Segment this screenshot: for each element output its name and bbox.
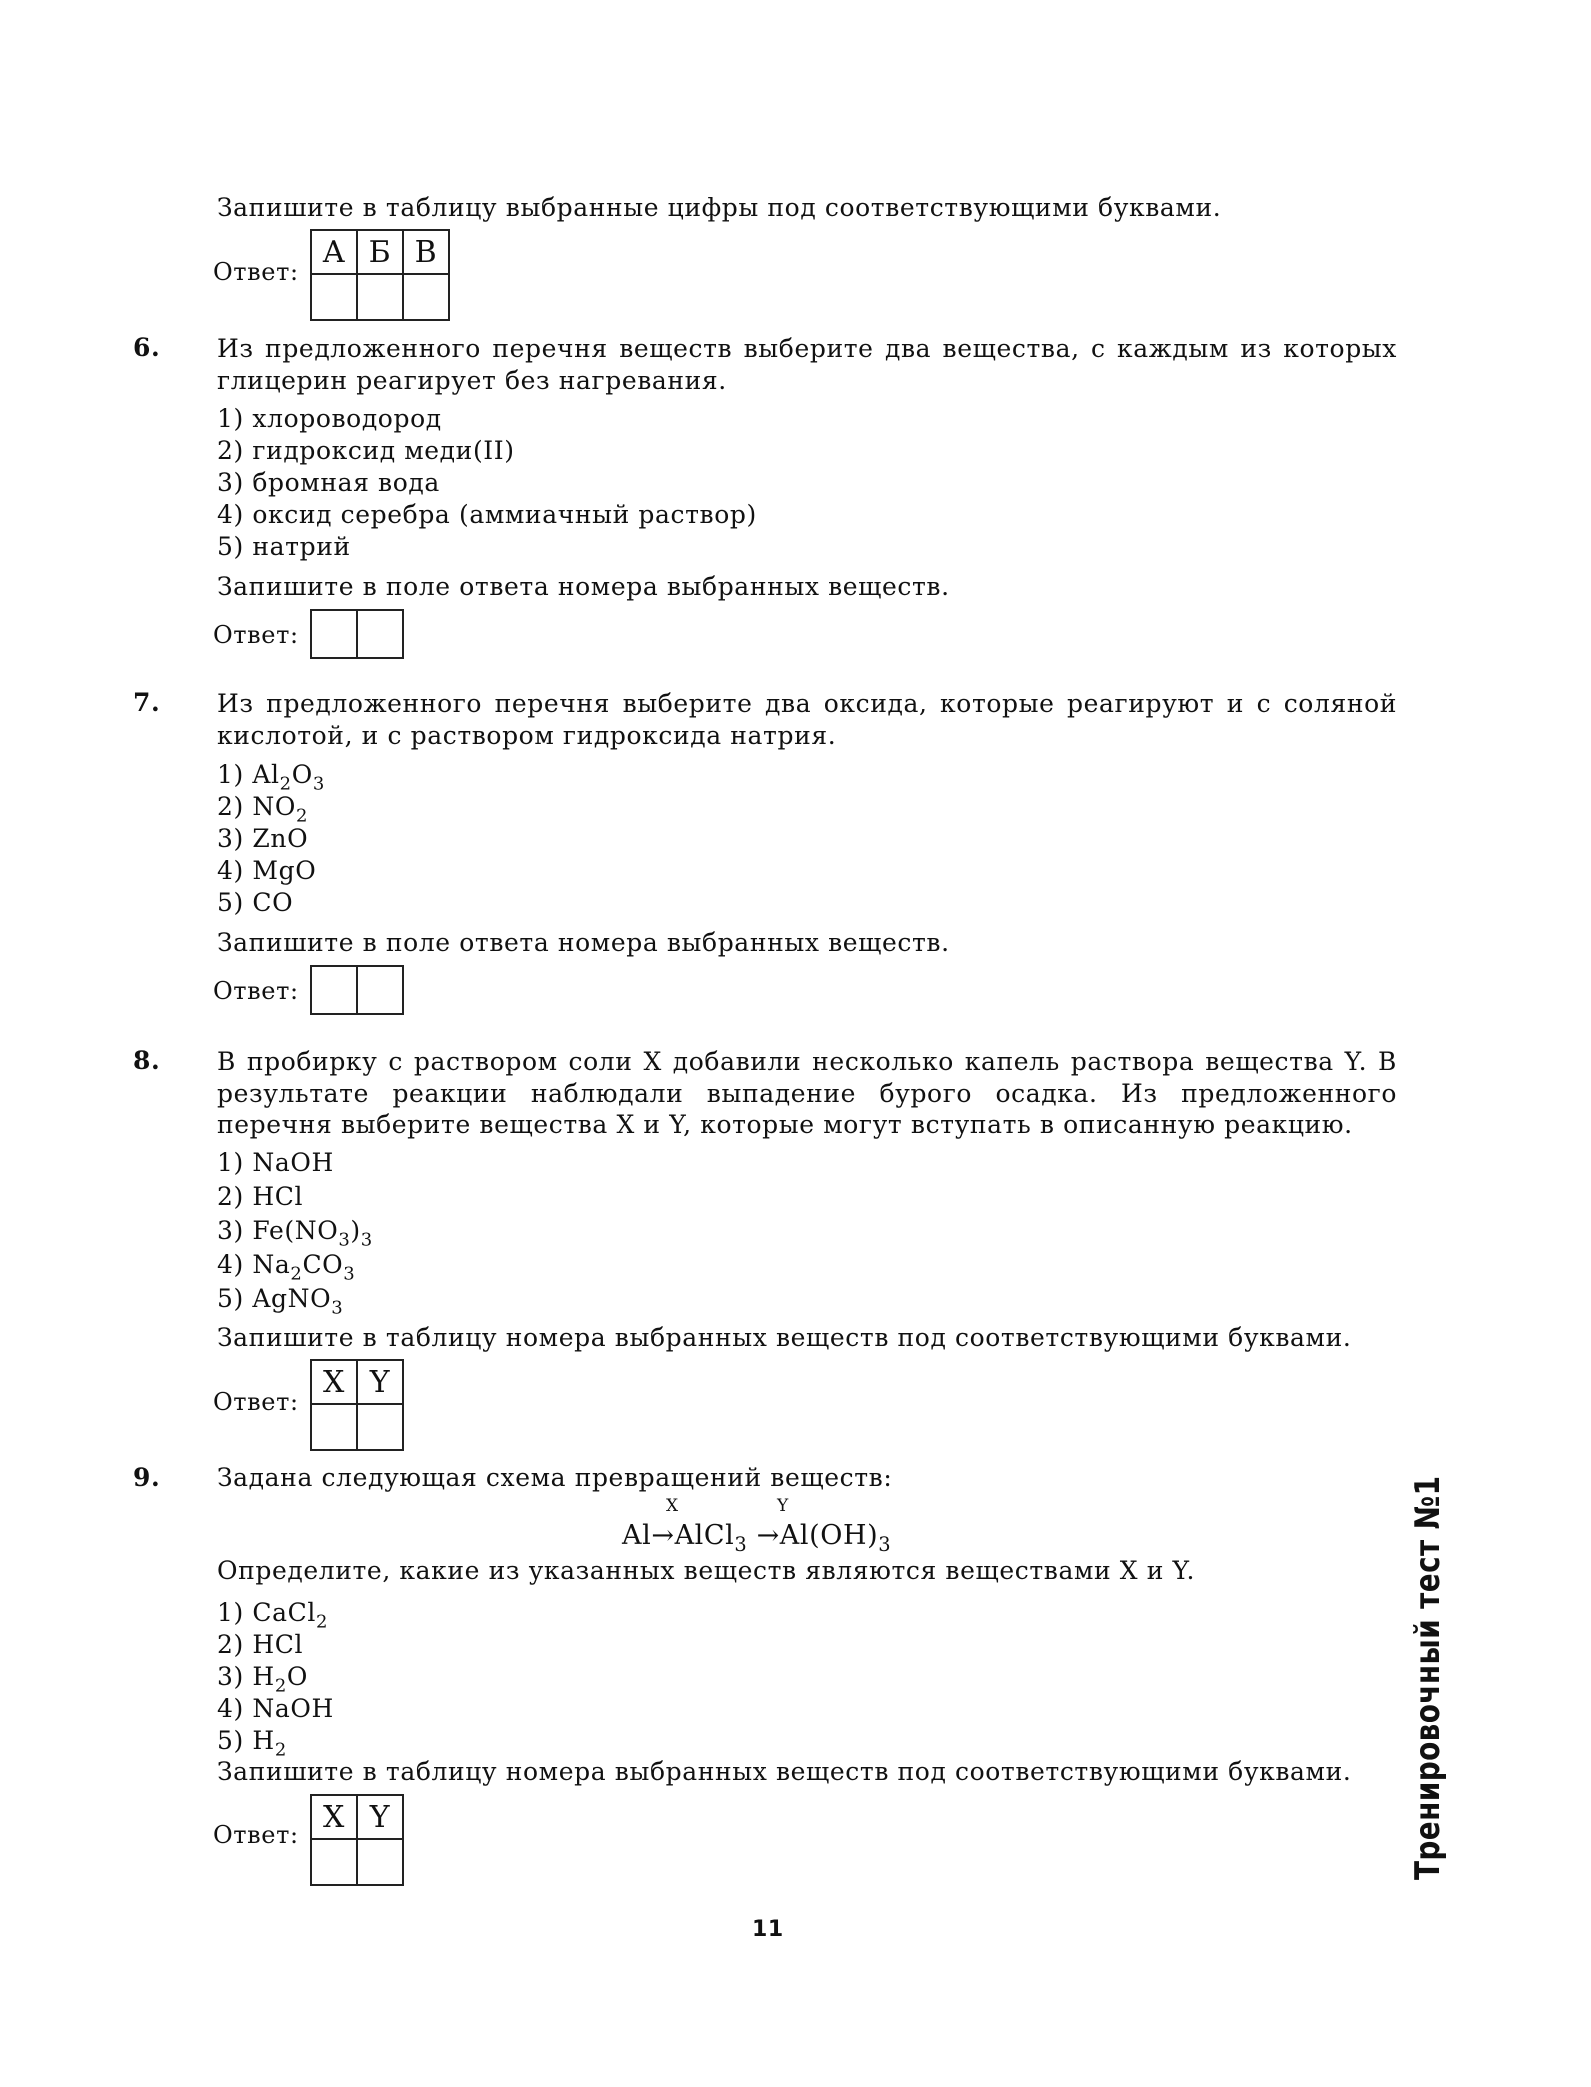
question-8-answer-table [310, 1359, 404, 1451]
question-8-answer-cell-x[interactable] [311, 1404, 357, 1450]
formula-subscript: 2 [274, 1739, 287, 1761]
scheme-mid-sub: 3 [734, 1532, 748, 1556]
question-6-answer-label: Ответ: [213, 621, 299, 649]
chemical-formula: $NO_2$ [252, 792, 309, 827]
question-9-option-3 [217, 1662, 308, 1697]
formula-subscript: 2 [274, 1675, 287, 1697]
chemical-formula: HCl [252, 1630, 304, 1659]
question-8-option-3 [217, 1216, 373, 1251]
option-number: 3) [217, 824, 253, 853]
chemical-formula: CaCl$_2$ [252, 1598, 329, 1633]
question-9-instruction: Запишите в таблицу номера выбранных веществ под соответствующими буквами. [217, 1757, 1352, 1786]
question-8-option-2 [217, 1182, 303, 1212]
question-8-option-1 [217, 1148, 334, 1178]
option-number: 5) [217, 888, 253, 917]
chemical-formula: $Na_2CO_3$ [252, 1250, 356, 1285]
question-7-option-1 [217, 760, 325, 795]
q5-header-v: В [403, 230, 449, 274]
page-number: 11 [752, 1917, 784, 1942]
question-7-answer-cell-2[interactable] [357, 966, 403, 1014]
question-9-option-2 [217, 1630, 303, 1660]
chemical-formula: AgNO$_3$ [252, 1284, 344, 1319]
question-7-text: Из предложенного перечня выберите два оксида, которые реагируют и с соляной кислотой, и с раствором гидроксида натрия. [217, 689, 1397, 750]
option-number: 4) [217, 1250, 253, 1279]
option-number: 1) [217, 1598, 253, 1627]
question-6-number: 6. [133, 333, 161, 362]
question-9-option-5 [217, 1726, 287, 1761]
question-8-answer-label: Ответ: [213, 1388, 299, 1416]
q5-answer-cell-a[interactable] [311, 274, 357, 320]
chemical-formula: HCl [252, 1182, 304, 1211]
option-number: 4) [217, 1694, 253, 1723]
question-8-number: 8. [133, 1046, 161, 1075]
option-number: 2) [217, 792, 253, 821]
formula-subscript: 3 [360, 1229, 373, 1251]
question-8-header-x: X [311, 1360, 357, 1404]
option-number: 2) [217, 1630, 253, 1659]
question-6-option-1: 1) хлороводород [217, 404, 442, 433]
chemical-formula: CO [252, 888, 294, 917]
question-8-option-4 [217, 1250, 356, 1285]
question-9-option-4 [217, 1694, 334, 1724]
formula-subscript: 2 [290, 1263, 303, 1285]
arrow-right-icon: → [651, 1520, 675, 1551]
question-9-header-y: Y [357, 1795, 403, 1839]
question-6-instruction: Запишите в поле ответа номера выбранных веществ. [217, 572, 950, 601]
question-9-number: 9. [133, 1463, 161, 1492]
formula-subscript: 3 [312, 773, 325, 795]
question-9-answer-cell-y[interactable] [357, 1839, 403, 1885]
chemical-formula: $H_2$ [252, 1726, 287, 1761]
formula-subscript: 3 [331, 1297, 344, 1319]
scheme-mid: AlCl [674, 1520, 735, 1551]
chemical-formula: NaOH [252, 1694, 334, 1723]
question-9-answer-cell-x[interactable] [311, 1839, 357, 1885]
q5-instruction: Запишите в таблицу выбранные цифры под соответствующими буквами. [217, 193, 1222, 222]
question-6-answer-field [310, 609, 404, 659]
q5-header-b: Б [357, 230, 403, 274]
question-6-option-3: 3) бромная вода [217, 468, 440, 497]
question-9-header-x: X [311, 1795, 357, 1839]
question-6-text: Из предложенного перечня веществ выберите два вещества, с каждым из которых глицерин реагирует без нагревания. [217, 334, 1397, 395]
scheme-start: Al [622, 1520, 652, 1551]
question-7-instruction: Запишите в поле ответа номера выбранных веществ. [217, 928, 950, 957]
chemical-formula: $Al_2O_3$ [252, 760, 325, 795]
arrow-right-icon: → [756, 1520, 780, 1551]
option-number: 5) [217, 1726, 253, 1755]
formula-subscript: 2 [279, 773, 292, 795]
question-6-option-2: 2) гидроксид меди(II) [217, 436, 515, 465]
option-number: 5) [217, 1284, 253, 1313]
question-7-answer-cell-1[interactable] [311, 966, 357, 1014]
question-7-option-3 [217, 824, 308, 854]
chemical-formula: NaOH [252, 1148, 334, 1177]
question-9-answer-table [310, 1794, 404, 1886]
q5-answer-label: Ответ: [213, 258, 299, 286]
question-9-option-1 [217, 1598, 329, 1633]
question-7-option-4 [217, 856, 316, 886]
question-6-option-5: 5) натрий [217, 532, 351, 561]
question-8-option-5 [217, 1284, 344, 1319]
question-6-answer-cell-1[interactable] [311, 610, 357, 658]
question-7-option-5 [217, 888, 293, 918]
formula-subscript: 3 [343, 1263, 356, 1285]
chemical-formula: $H_2O$ [252, 1662, 308, 1697]
q5-header-a: А [311, 230, 357, 274]
question-9-answer-label: Ответ: [213, 1821, 299, 1849]
chemical-formula: MgO [252, 856, 317, 885]
option-number: 2) [217, 1182, 253, 1211]
formula-subscript: 2 [295, 805, 309, 827]
option-number: 1) [217, 760, 253, 789]
question-6-answer-cell-2[interactable] [357, 610, 403, 658]
option-number: 3) [217, 1216, 253, 1245]
sidebar-test-title: Тренировочный тест №1 [1408, 1475, 1448, 1880]
question-9-question: Определите, какие из указанных веществ являются веществами X и Y. [217, 1556, 1195, 1585]
scheme-label-y: Y [777, 1496, 789, 1516]
scheme-equation [622, 1520, 892, 1556]
scheme-end-sub: 3 [878, 1532, 892, 1556]
formula-subscript: 3 [338, 1229, 351, 1251]
question-7-answer-field [310, 965, 404, 1015]
question-6-option-4: 4) оксид серебра (аммиачный раствор) [217, 500, 757, 529]
question-8-instruction: Запишите в таблицу номера выбранных веществ под соответствующими буквами. [217, 1323, 1352, 1352]
question-8-text: В пробирку с раствором соли X добавили несколько капель раствора вещества Y. В результате реакции наблюдали выпадение бурого осадка. Из предложенного перечня выберите вещества X и Y, которые могут вступать в описанную реакцию. [217, 1047, 1397, 1139]
q5-answer-table [310, 229, 450, 321]
q5-answer-cell-b[interactable] [357, 274, 403, 320]
chemical-formula: $Fe(NO_3)_3$ [252, 1216, 373, 1251]
question-8-header-y: Y [357, 1360, 403, 1404]
question-7-option-2 [217, 792, 309, 827]
scheme-label-x: X [666, 1496, 679, 1516]
question-7-answer-label: Ответ: [213, 977, 299, 1005]
question-9-text: Задана следующая схема превращений веществ: [217, 1463, 893, 1492]
q5-answer-cell-v[interactable] [403, 274, 449, 320]
option-number: 4) [217, 856, 253, 885]
chemical-formula: ZnO [252, 824, 309, 853]
option-number: 1) [217, 1148, 253, 1177]
scheme-end: Al(OH) [779, 1520, 879, 1551]
option-number: 3) [217, 1662, 253, 1691]
question-7-number: 7. [133, 688, 161, 717]
question-8-answer-cell-y[interactable] [357, 1404, 403, 1450]
formula-subscript: 2 [315, 1611, 329, 1633]
